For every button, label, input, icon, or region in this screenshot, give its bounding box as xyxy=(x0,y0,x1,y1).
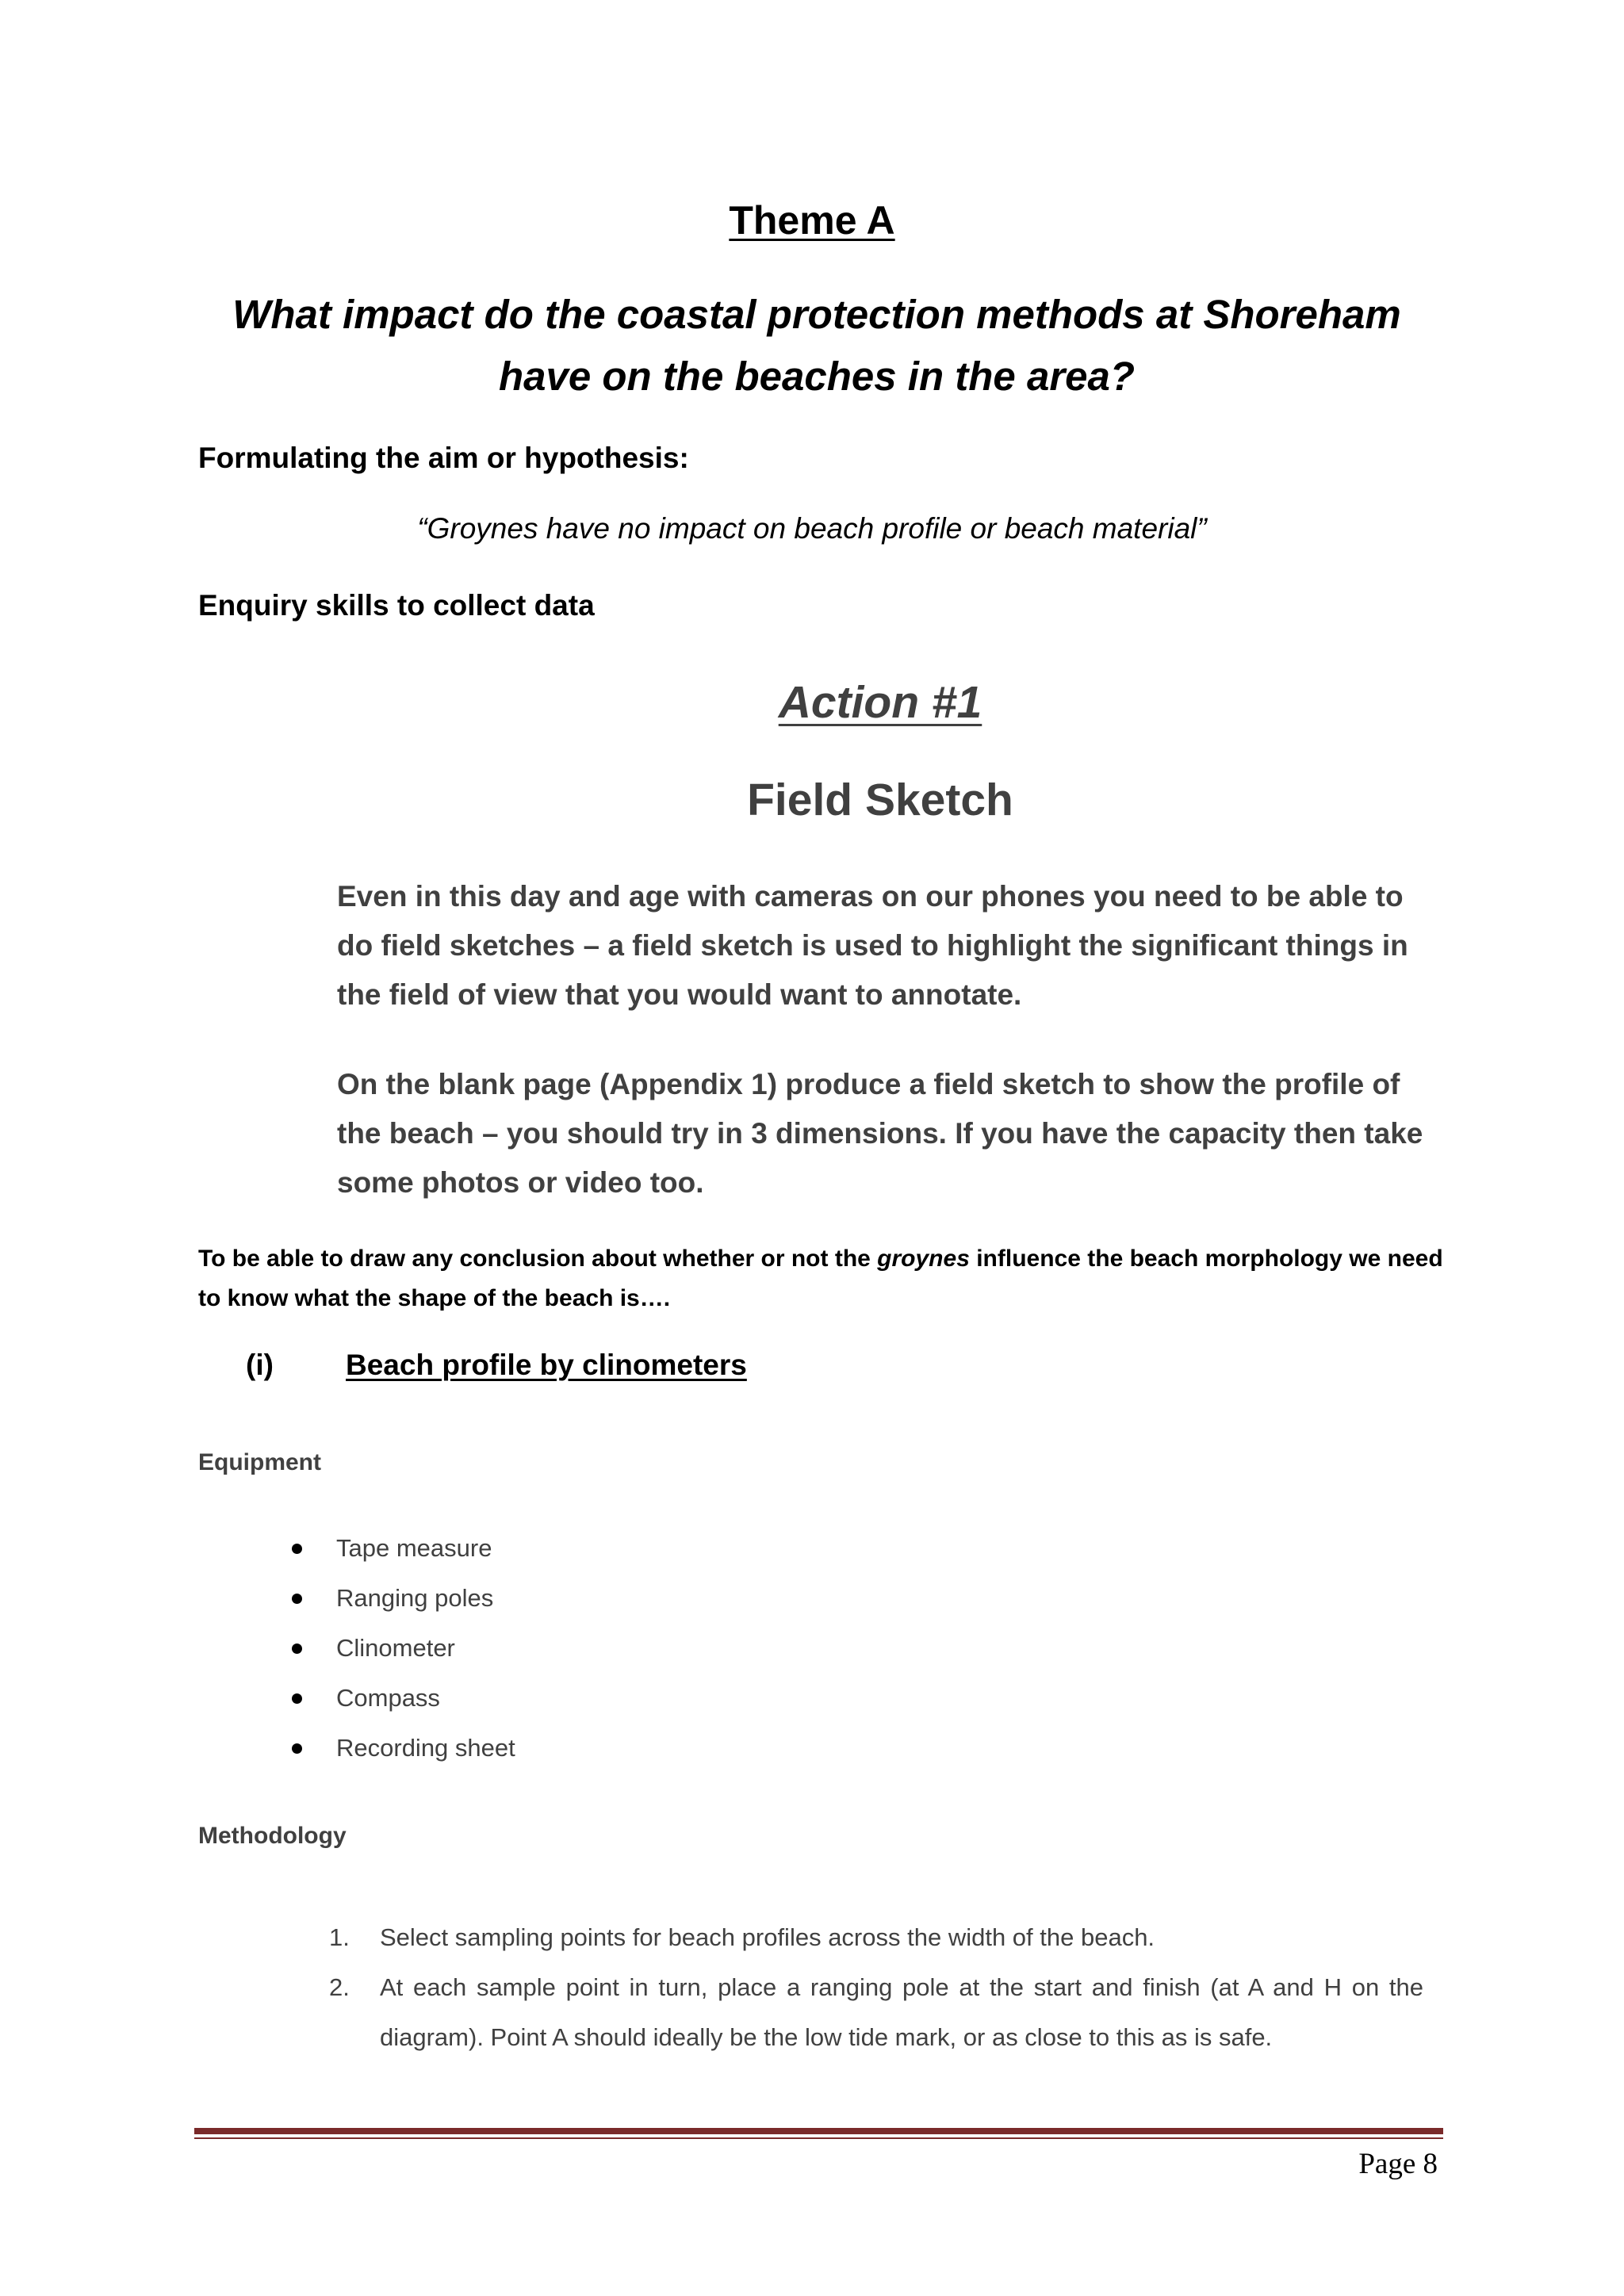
equipment-list xyxy=(285,1533,515,1783)
equipment-item: Ranging poles xyxy=(336,1584,494,1612)
field-sketch-paragraph-2: On the blank page (Appendix 1) produce a field sketch to show the profile of the beach – you should try in 3 dimensions. If you have the capacity then take some photos or video too. xyxy=(337,1068,1423,1199)
conclusion-note xyxy=(198,1239,1451,1318)
conclusion-note-after: influence the beach morphology we need to know what the shape of the beach is…. xyxy=(198,1246,1443,1311)
methodology-steps xyxy=(329,1912,1423,2062)
footer-rule-thin xyxy=(194,2137,1443,2139)
equipment-item: Recording sheet xyxy=(336,1734,515,1762)
step-text: At each sample point in turn, place a ranging pole at the start and finish (at A and H on the diagram). Point A should ideally be the low tide mark, or as close to this as is safe. xyxy=(380,1973,1423,2051)
bullet-icon xyxy=(292,1693,302,1704)
step-number: 1. xyxy=(329,1923,350,1951)
list-item xyxy=(285,1633,515,1683)
conclusion-note-before: To be able to draw any conclusion about whether or not the xyxy=(198,1246,878,1272)
aim-heading: Formulating the aim or hypothesis: xyxy=(198,442,689,474)
list-item xyxy=(285,1533,515,1583)
footer-rule xyxy=(194,2128,1443,2134)
field-sketch-paragraph-1: Even in this day and age with cameras on our phones you need to be able to do field sketches – a field sketch is used to highlight the significant things in the field of view that you would want to annotate. xyxy=(337,880,1408,1011)
list-item xyxy=(285,1683,515,1733)
action-title: Action #1 xyxy=(778,677,982,728)
bullet-icon xyxy=(292,1743,302,1754)
bullet-icon xyxy=(292,1644,302,1654)
enquiry-heading: Enquiry skills to collect data xyxy=(198,589,595,622)
methodology-heading: Methodology xyxy=(198,1823,347,1849)
field-sketch-title: Field Sketch xyxy=(747,775,1013,825)
conclusion-note-emphasis: groynes xyxy=(877,1246,970,1272)
list-item xyxy=(329,1962,1423,2062)
theme-title: Theme A xyxy=(729,198,895,243)
equipment-heading: Equipment xyxy=(198,1449,321,1475)
step-text: Select sampling points for beach profiles across the width of the beach. xyxy=(380,1923,1155,1951)
list-item xyxy=(329,1912,1423,1962)
list-item xyxy=(285,1733,515,1783)
bullet-icon xyxy=(292,1594,302,1604)
list-item xyxy=(285,1583,515,1633)
hypothesis-text: “Groynes have no impact on beach profile or beach material” xyxy=(417,512,1207,545)
section-number: (i) xyxy=(246,1349,274,1381)
equipment-item: Tape measure xyxy=(336,1534,492,1562)
section-title: Beach profile by clinometers xyxy=(346,1349,747,1381)
bullet-icon xyxy=(292,1544,302,1554)
equipment-item: Clinometer xyxy=(336,1634,455,1662)
equipment-item: Compass xyxy=(336,1684,440,1712)
page-number: Page 8 xyxy=(1358,2148,1438,2180)
research-question: What impact do the coastal protection methods at Shoreham have on the beaches in the area? xyxy=(232,292,1401,399)
step-number: 2. xyxy=(329,1973,350,2001)
